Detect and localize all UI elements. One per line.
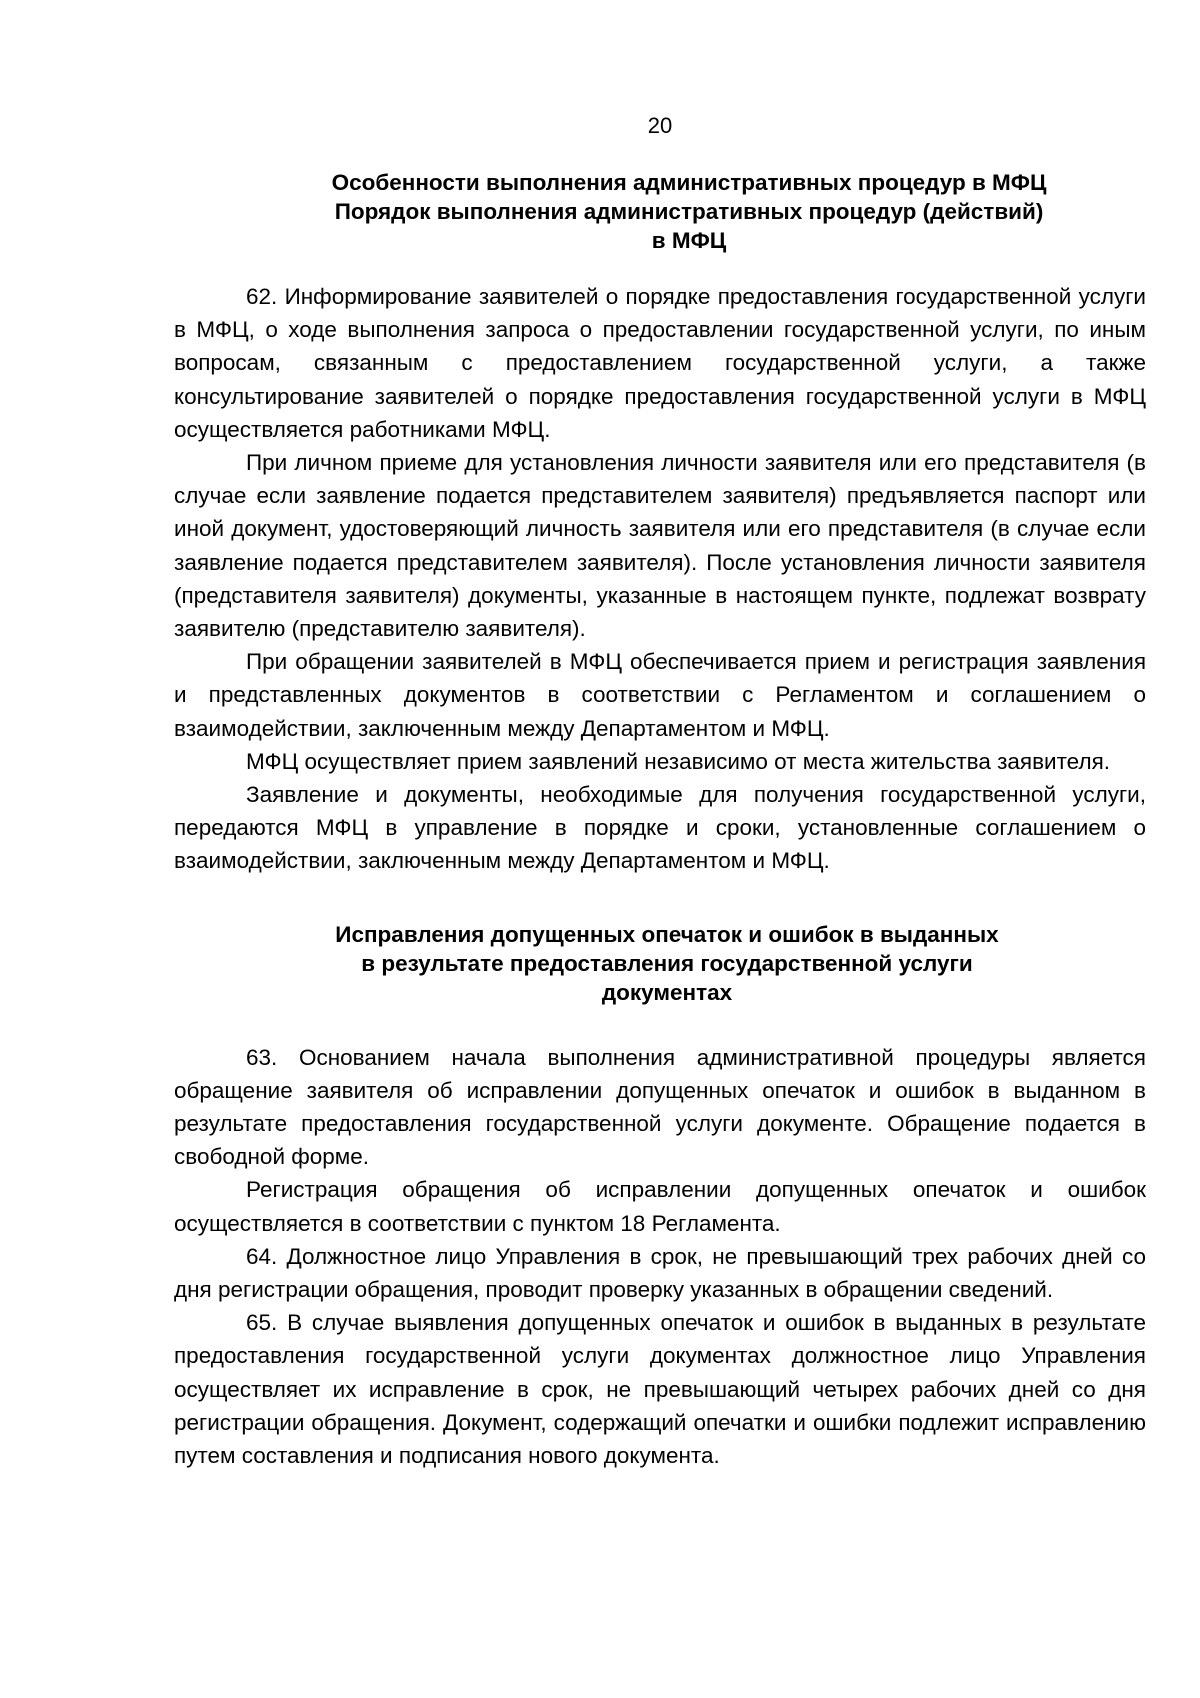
page-number: 20	[647, 113, 673, 138]
section-mfc-body	[174, 280, 1146, 878]
section-corrections-body	[174, 1041, 1146, 1473]
paragraph-registration: Регистрация обращения об исправлении допущенных опечаток и ошибок осуществляется в соответствии с пунктом 18 Регламента.	[174, 1177, 1146, 1236]
paragraph-65: 65. В случае выявления допущенных опечаток и ошибок в выданных в результате предоставления государственной услуги документах должностное лицо Управления осуществляет их исправление в срок, не превышающий четырех рабочих дней со дня регистрации обращения. Документ, содержащий опечатки и ошибки подлежит исправлению путем составления и подписания нового документа.	[174, 1310, 1146, 1469]
heading-line: Особенности выполнения административных процедур в МФЦ	[331, 170, 1047, 195]
paragraph-63: 63. Основанием начала выполнения административной процедуры является обращение заявителя об исправлении допущенных опечаток и ошибок в выданном в результате предоставления государственной услуги документе. Обращение подается в свободной форме.	[174, 1044, 1146, 1170]
heading-line: Порядок выполнения административных процедур (действий)	[334, 199, 1044, 224]
paragraph-personal-reception: При личном приеме для установления личности заявителя или его представителя (в случае если заявление подается представителем заявителя) предъявляется паспорт или иной документ, удостоверяющий личность заявителя или его представителя (в случае если заявление подается представителем заявителя). После установления личности заявителя (представителя заявителя) документы, указанные в настоящем пункте, подлежат возврату заявителю (представителю заявителя).	[174, 450, 1146, 642]
heading-line: в результате предоставления государственной услуги	[361, 950, 973, 976]
paragraph-documents-transfer: Заявление и документы, необходимые для получения государственной услуги, передаются МФЦ в управление в порядке и сроки, установленные соглашением о взаимодействии, заключенным между Департаментом и МФЦ.	[174, 782, 1146, 874]
heading-line: в МФЦ	[651, 228, 727, 253]
paragraph-62: 62. Информирование заявителей о порядке предоставления государственной услуги в МФЦ, о ходе выполнения запроса о предоставлении государственной услуги, по иным вопросам, связанным с предоставлением государственной услуги, а также консультирование заявителей о порядке предоставления государственной услуги в МФЦ осуществляется работниками МФЦ.	[174, 284, 1146, 442]
section-heading-mfc	[174, 168, 1146, 255]
paragraph-mfc-acceptance: МФЦ осуществляет прием заявлений независимо от места жительства заявителя.	[246, 748, 1111, 774]
paragraph-applicant-appeal: При обращении заявителей в МФЦ обеспечивается прием и регистрация заявления и представленных документов в соответствии с Регламентом и соглашением о взаимодействии, заключенным между Департаментом и МФЦ.	[174, 649, 1146, 741]
heading-line: Исправления допущенных опечаток и ошибок в выданных	[335, 921, 999, 947]
heading-line: документах	[601, 979, 733, 1005]
section-heading-corrections	[174, 920, 1146, 1007]
paragraph-64: 64. Должностное лицо Управления в срок, не превышающий трех рабочих дней со дня регистрации обращения, проводит проверку указанных в обращении сведений.	[174, 1243, 1146, 1303]
document-body	[174, 168, 1146, 1472]
